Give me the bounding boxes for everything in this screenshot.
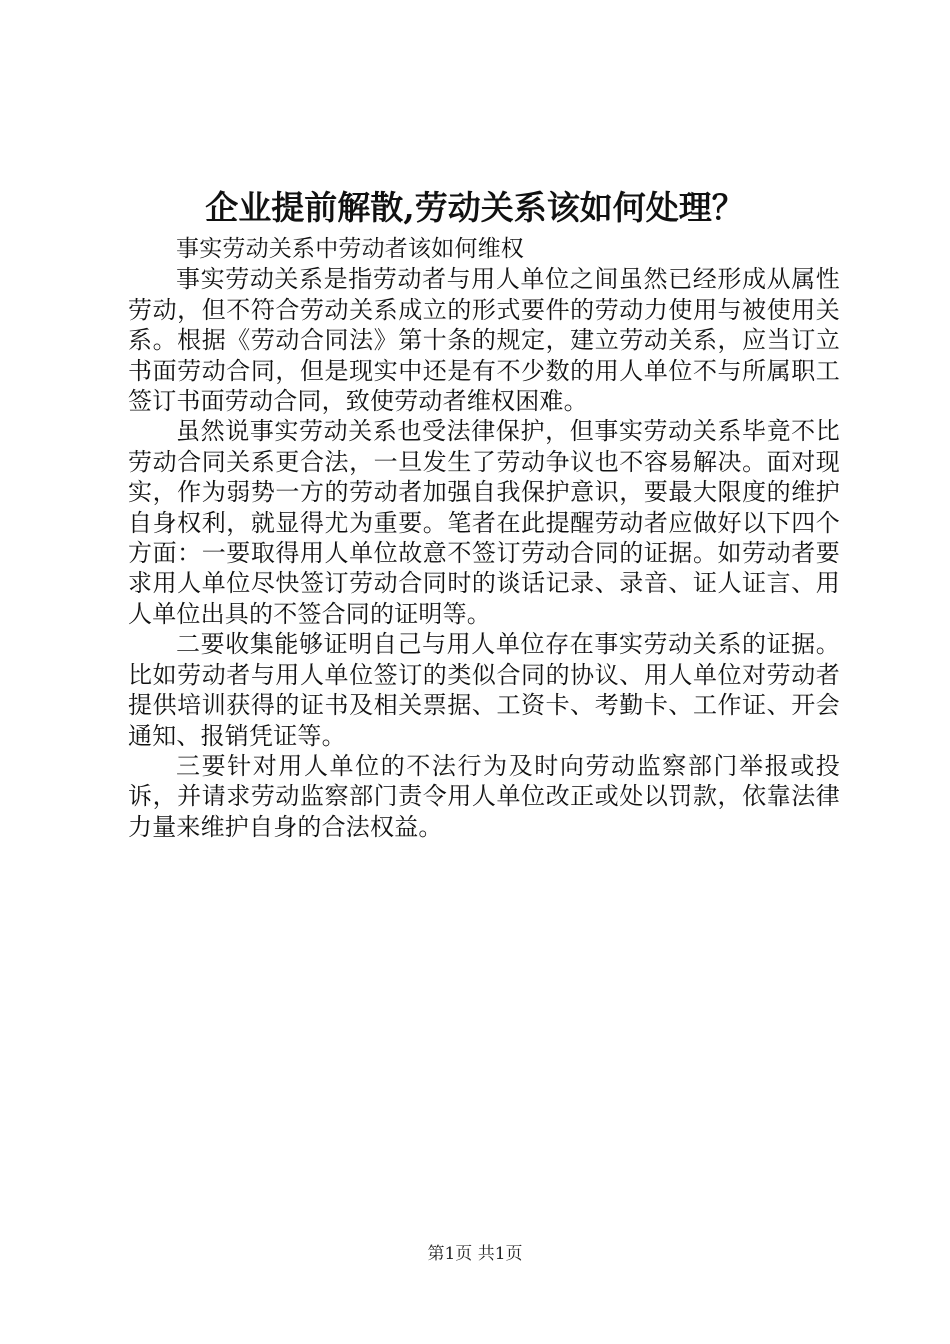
body-paragraph-1: 事实劳动关系是指劳动者与用人单位之间虽然已经形成从属性劳动，但不符合劳动关系成立的形式要件的劳动力使用与被使用关系。根据《劳动合同法》第十条的规定，建立劳动关系，应当订立书面劳动合同，但是现实中还是有不少数的用人单位不与所属职工签订书面劳动合同，致使劳动者维权困难。: [128, 265, 840, 416]
body-paragraph-2: 虽然说事实劳动关系也受法律保护，但事实劳动关系毕竟不比劳动合同关系更合法，一旦发生了劳动争议也不容易解决。面对现实，作为弱势一方的劳动者加强自我保护意识，要最大限度的维护自身权利，就显得尤为重要。笔者在此提醒劳动者应做好以下四个方面：一要取得用人单位故意不签订劳动合同的证据。如劳动者要求用人单位尽快签订劳动合同时的谈话记录、录音、证人证言、用人单位出具的不签合同的证明等。: [128, 417, 840, 628]
document-body: [128, 234, 840, 842]
document-title: 企业提前解散,劳动关系该如何处理？: [205, 188, 745, 227]
body-paragraph-4: 三要针对用人单位的不法行为及时向劳动监察部门举报或投诉，并请求劳动监察部门责令用人单位改正或处以罚款，依靠法律力量来维护自身的合法权益。: [128, 751, 840, 841]
section-subheading: 事实劳动关系中劳动者该如何维权: [176, 236, 524, 262]
page-number-footer: 第1页 共1页: [427, 1244, 523, 1264]
body-paragraph-3: 二要收集能够证明自己与用人单位存在事实劳动关系的证据。比如劳动者与用人单位签订的类似合同的协议、用人单位对劳动者提供培训获得的证书及相关票据、工资卡、考勤卡、工作证、开会通知、报销凭证等。: [128, 630, 840, 750]
